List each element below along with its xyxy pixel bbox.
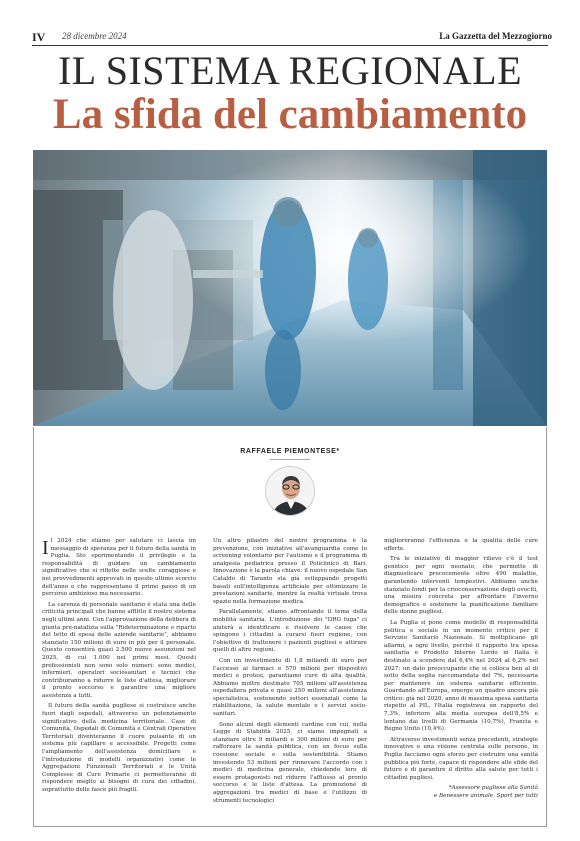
paragraph: Il 2024 che stiamo per salutare ci lascia un messaggio di speranza per il futuro della sanità in Puglia. Sto sperimentando il privilegio e la responsabilità di guidare un cambiamento significativo che si riflette nelle scelte coraggiose e nei provvedimenti approvati in questo ultimo scorcio dell'anno e che rappresentano il primo passo di un percorso ambizioso ma necessario. — [42, 538, 196, 598]
article-column-1 — [42, 538, 196, 822]
dropcap: I — [42, 538, 49, 559]
article-body — [42, 538, 538, 822]
headline-title: La sfida del cambiamento — [52, 91, 528, 138]
article-column-2 — [213, 538, 367, 822]
paragraph: Un altro pilastro del nostro programma è la prevenzione, con iniziative all'avanguardia come lo screening volontario per l'autismo e il programma di analgesia pediatrica presso il Policlinico di Bari. Innovazione è la parola chiave: il nuovo ospedale San Cataldo di Taranto sta già sviluppando progetti basati sull'intelligenza artificiale per ottimizzare le prestazioni sanitarie, mentre la realtà virtuale trova spazio nella formazione medica. — [213, 538, 367, 605]
paragraph: Attraverso investimenti senza precedenti, strategie innovative e una visione centrata sulle persone, in Puglia facciamo ogni sforzo per costruire una sanità pubblica più forte, capace di rispondere alle sfide del futuro e di garantire il diritto alla salute per tutti i cittadini pugliesi. — [384, 736, 538, 781]
paragraph: La carenza di personale sanitario è stata una delle criticità principali che hanno afflitto il nostro sistema negli ultimi anni. Con l'approvazione della delibera di giunta pre-natalizia sulla "Rideterminazione e riparto del tetto di spesa delle aziende sanitarie", abbiamo stanziato 150 milioni di euro in più per il personale. Questo consentirà quasi 2.500 nuove assunzioni nel 2025, di cui 1.000 nei primi mesi. Questi professionisti non sono solo numeri: sono medici, infermieri, operatori sociosanitari e tecnici che contribuiranno a ridurre le liste d'attesa, migliorare il pronto soccorso e garantire una migliore assistenza a tutti. — [42, 601, 196, 699]
author-portrait-icon — [266, 467, 315, 516]
paragraph: Parallelamente, stiamo affrontando il tema della mobilità sanitaria. L'introduzione dei "DRG fuga" ci aiuterà a identificare e risolvere le cause che spingono i cittadini a curarsi fuori regione, con l'obiettivo di trattenere i pazienti pugliesi e attirare quelli di altre regioni. — [213, 609, 367, 654]
paragraph: miglioreranno l'efficienza e la qualità delle cure offerte. — [384, 538, 538, 552]
paragraph: Sono alcuni degli elementi cardine con cui, nella Legge di Stabilità 2025, ci siamo impegnati a stanziare oltre 9 miliardi e 300 milioni di euro per rafforzare la sanità pubblica, con un focus sulla coesione sociale e sulla sostenibilità. Stiamo investendo 53 milioni per rinnovare l'accordo con i medici di medicina generale, chiedendo loro di essere protagonisti nel ridurre l'afflusso al pronto soccorso e le liste d'attesa. La promozione di aggregazioni tra medici di base e l'utilizzo di strumenti tecnologici — [213, 721, 367, 804]
paragraph: Tra le iniziative di maggior rilievo c'è il test genetico per ogni neonato, che permette di diagnosticare precocemente oltre 490 malattie, garantendo interventi tempestivi. Abbiamo anche stanziato fondi per la crioconservazione degli ovociti, una misura concreta per affrontare l'inverno demografico e sostenere la pianificazione familiare delle donne pugliesi. — [384, 556, 538, 616]
author-signature — [384, 785, 538, 800]
paragraph: Con un investimento di 1,8 miliardi di euro per l'accesso ai farmaci e 570 milioni per dispositivi medici e protesi, garantiamo cure di alta qualità. Abbiamo inoltre destinato 705 milioni all'assistenza ospedaliera privata e quasi 250 milioni all'assistenza specialistica, sostenendo settori essenziali come la riabilitazione, la salute mentale e i servizi socio-sanitari. — [213, 657, 367, 718]
paragraph: Il futuro della sanità pugliese si costruisce anche fuori dagli ospedali, attraverso un potenziamento significativo della medicina territoriale. Case di Comunità, Ospedali di Comunità e Centrali Operative Territoriali diventeranno il cuore pulsante di un sistema più capillare e accessibile. Progetti come l'ampliamento dell'assistenza domiciliare e l'introduzione di modelli organizzativi come le Aggregazioni Funzionali Territoriali e le Unità Complesse di Cure Primarie ci permetteranno di rispondere meglio ai bisogni di cura dei cittadini, soprattutto delle fasce più fragili. — [42, 703, 196, 793]
byline-rule — [270, 459, 310, 460]
page-number: IV — [32, 30, 46, 44]
headline-kicker: IL SISTEMA REGIONALE — [57, 48, 523, 93]
paragraph: La Puglia si pone come modello di responsabilità politica e sociale in un momento critico per il Servizio Sanitario Nazionale. Si moltiplicano gli allarmi, a ogni livello, perché il rapporto tra spesa sanitaria e Prodotto Interno Lordo in Italia è destinato a scendere dal 6,4% nel 2024 al 6,2% nel 2027: un dato preoccupante che si colloca ben al di sotto della soglia raccomandata del 7%, necessaria per mantenere un sistema sanitario efficiente. Guardando all'Europa, emerge un quadro ancora più critico: già nel 2020, anno di massima spesa sanitaria rispetto al PIL, l'Italia registrava un rapporto del 7,3%, inferiore alla media europea dell'8,5% e lontano dai livelli di Germania (10,7%), Francia e Regno Unito (10,4%). — [384, 619, 538, 733]
hospital-corridor-illustration — [33, 150, 547, 426]
page-header — [32, 30, 552, 44]
author-avatar — [265, 466, 315, 516]
header-rule — [32, 45, 548, 46]
author-byline: RAFFAELE PIEMONTESE* — [240, 448, 340, 455]
hospital-corridor-photo — [33, 150, 547, 426]
signature-line: *Assessore pugliese alla Sanità — [448, 785, 538, 792]
article-column-3 — [384, 538, 538, 822]
newspaper-masthead[interactable]: La Gazzetta del Mezzogiorno — [439, 31, 552, 41]
signature-line: e Benessere animale, Sport per tutti — [433, 793, 538, 799]
issue-date: 28 dicembre 2024 — [62, 31, 127, 41]
